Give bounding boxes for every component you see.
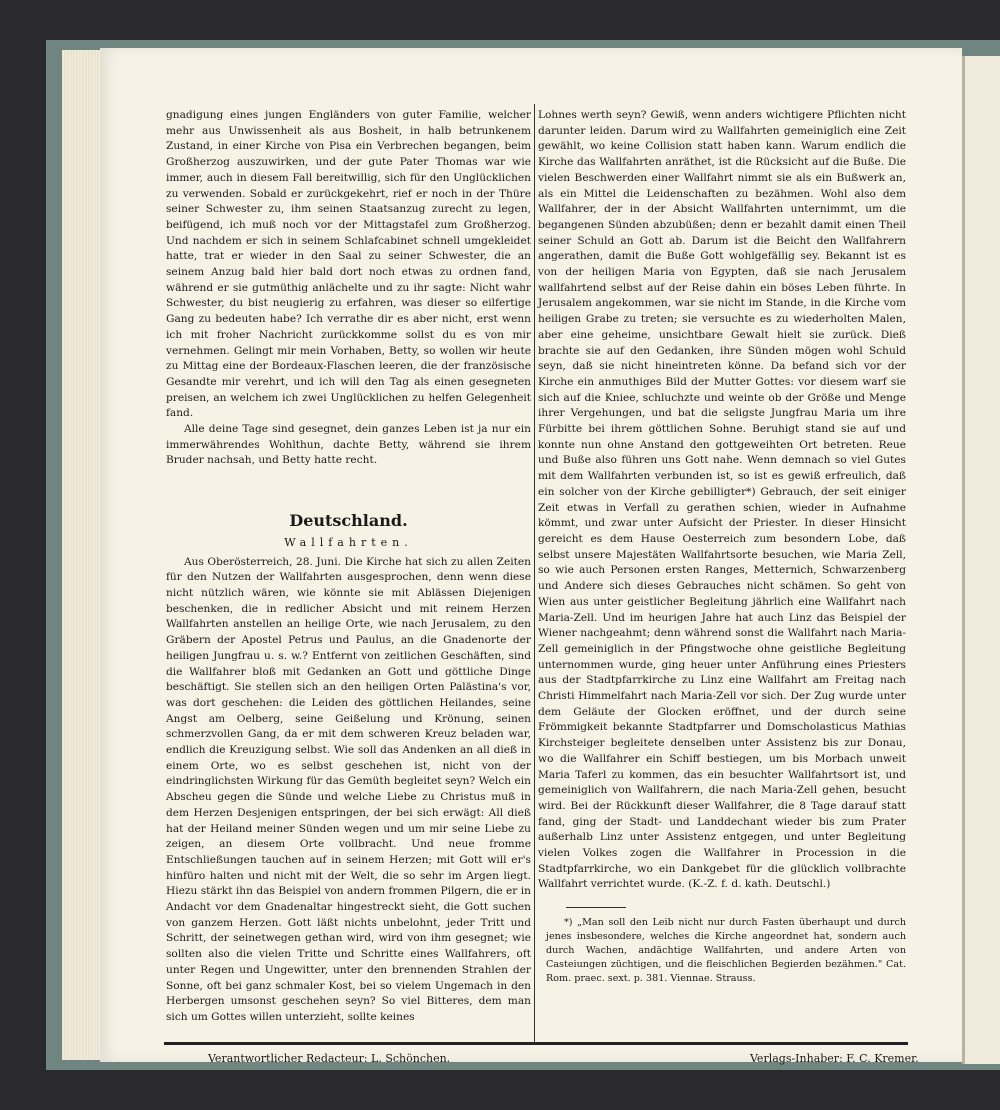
page-edge-stack <box>62 50 100 1060</box>
paragraph: Alle deine Tage sind gesegnet, dein ganzes Leben ist ja nur ein immerwährendes Wohlthun, dachte Betty, während sie ihrem Bruder nachsah, und Betty hatte recht. <box>166 423 531 467</box>
section-title: Deutschland. <box>289 511 408 531</box>
right-column <box>538 108 906 986</box>
footer-rule <box>164 1042 908 1045</box>
footnote: *) „Man soll den Leib nicht nur durch Fasten überhaupt und durch jenes insbesondere, welches die Kirche angeordnet hat, sondern auch durch Wachen, andächtige Wallfahrten, und andere Arten von Casteiungen züchtigen, und die fleischlichen Begierden bezähmen." Cat. Rom. praec. sext. p. 381. Viennae. Strauss. <box>546 917 906 985</box>
article-title: Wallfahrten. <box>284 535 413 549</box>
publisher-line: Verlags-Inhaber: F. C. Kremer. <box>750 1052 919 1065</box>
editor-line: Verantwortlicher Redacteur: L. Schönchen. <box>208 1052 451 1065</box>
left-column <box>166 108 531 1026</box>
column-divider <box>534 104 535 1042</box>
paragraph: gnadigung eines jungen Engländers von guter Familie, welcher mehr aus Unwissenheit als aus Bosheit, in halb betrunkenem Zustand, in einer Kirche von Pisa ein Verbrechen begangen, beim Großherzog auszuwirken, und der gute Pater Thomas war wie immer, auch in diesem Fall bereitwillig, sich für den Unglücklichen zu verwenden. Sobald er zurückgekehrt, rief er noch in der Thüre seiner Schwester zu, ihm seinen Staatsanzug zurecht zu legen, beifügend, ich muß noch vor der Mittagstafel zum Großherzog. Und nachdem er sich in seinem Schlafcabinet schnell umgekleidet hatte, trat er wieder in den Saal zu seiner Schwester, die an seinem Anzug bald hier bald dort noch etwas zu ordnen fand, während er sie gutmüthig anlächelte und zu ihr sagte: Nicht wahr Schwester, du bist neugierig zu erfahren, was dieser so eilfertige Gang zu bedeuten habe? Ich verrathe dir es aber nicht, erst wenn ich mit froher Nachricht zurückkomme sollst du es von mir vernehmen. Gelingt mir mein Vorhaben, Betty, so wollen wir heute zu Mittag eine der Bordeaux-Flaschen leeren, die der französische Gesandte mir verehrt, und ich will den Tag als einen gesegneten preisen, an welchem ich zwei Unglücklichen zu helfen Gelegenheit fand. <box>166 109 531 420</box>
next-page-edge <box>962 56 1000 1064</box>
newspaper-page <box>100 48 962 1065</box>
footnote-rule <box>566 907 626 908</box>
paragraph: Aus Oberösterreich, 28. Juni. Die Kirche hat sich zu allen Zeiten für den Nutzen der Wallfahrten ausgesprochen, denn wenn diese nicht nützlich wären, wie könnte sie mit Ablässen Diejenigen beschenken, die in redlicher Absicht und mit reinem Herzen Wallfahrten anstellen an heilige Orte, wie nach Jerusalem, zu den Gräbern der Apostel Petrus und Paulus, an die Gnadenorte der heiligen Jungfrau u. s. w.? Entfernt von zeitlichen Geschäften, sind die Wallfahrer bloß mit Gedanken an Gott und göttliche Dinge beschäftigt. Sie stellen sich an den heiligen Orten Palästina's vor, was dort geschehen: die Leiden des göttlichen Heilandes, seine Angst am Oelberg, seine Geißelung und Krönung, seinen schmerzvollen Gang, da er mit dem schweren Kreuz beladen war, endlich die Kreuzigung selbst. Wie soll das Andenken an all dieß in einem Orte, wo es selbst geschehen ist, nicht von der eindringlichsten Wirkung für das Gemüth begleitet seyn? Welch ein Abscheu gegen die Sünde und welche Liebe zu Christus muß in dem Herzen Desjenigen entspringen, der bei sich erwägt: All dieß hat der Heiland meiner Sünden wegen und um mir seine Liebe zu zeigen, an diesem Orte vollbracht. Und neue fromme Entschließungen tauchen auf in seinem Herzen; mit Gott will er's hinfüro halten und nicht mit der Welt, die so sehr im Argen liegt. Hiezu stärkt ihn das Beispiel von andern frommen Pilgern, die er in Andacht vor dem Gnadenaltar hingestreckt sieht, die Gott suchen von ganzem Herzen. Gott läßt nichts unbelohnt, jeder Tritt und Schritt, der seinetwegen gethan wird, wird von ihm gesegnet; wie sollten also die vielen Tritte und Schritte eines Wallfahrers, oft unter Regen und Ungewitter, unter den brennenden Strahlen der Sonne, oft bei ganz schmaler Kost, bei so vielem Ungemach in den Herbergen umsonst geschehen seyn? So viel Bitteres, dem man sich um Gottes willen unterzieht, sollte keines <box>166 555 531 1023</box>
paragraph: Lohnes werth seyn? Gewiß, wenn anders wichtigere Pflichten nicht darunter leiden. Darum wird zu Wallfahrten gemeiniglich eine Zeit gewählt, wo keine Collision statt haben kann. Warum endlich die Kirche das Wallfahrten anräthet, ist die Rücksicht auf die Buße. Die vielen Beschwerden einer Wallfahrt nimmt sie als ein Bußwerk an, als ein Mittel die Leidenschaften zu bezähmen. Wohl also dem Wallfahrer, der in der Absicht Wallfahrten unternimmt, um die begangenen Sünden abzubüßen; denn er bezahlt damit einen Theil seiner Schuld an Gott ab. Darum ist die Beicht den Wallfahrern angerathen, damit die Buße Gott wohlgefällig sey. Bekannt ist es von der heiligen Maria von Egypten, daß sie nach Jerusalem wallfahrtend selbst auf der Reise dahin ein böses Leben führte. In Jerusalem angekommen, war sie nicht im Stande, in die Kirche vom heiligen Grabe zu treten; sie versuchte es zu wiederholten Malen, aber eine geheime, unsichtbare Gewalt hielt sie zurück. Dieß brachte sie auf den Gedanken, ihre Sünden mögen wohl Schuld seyn, daß sie nicht hineintreten könne. Da befand sich vor der Kirche ein anmuthiges Bild der Mutter Gottes: vor diesem warf sie sich auf die Kniee, schluchzte und weinte ob der Größe und Menge ihrer Vergehungen, und bat die seligste Jungfrau Maria um ihre Fürbitte bei ihrem göttlichen Sohne. Beruhigt stand sie auf und konnte nun ohne Anstand den gottgeweihten Ort betreten. Reue und Buße also führen uns Gott nahe. Wenn demnach so viel Gutes mit dem Wallfahrten verbunden ist, so ist es gewiß erfreulich, daß ein solcher von der Kirche gebilligter*) Gebrauch, der seit einiger Zeit etwas in Verfall zu gerathen schien, wieder in Aufnahme kömmt, und zwar unter Aufsicht der Priester. In dieser Hinsicht gereicht es dem Hause Oesterreich zum besondern Lobe, daß selbst unsere Majestäten Wallfahrtsorte besuchen, wie Maria Zell, so wie auch Personen ersten Ranges, Metternich, Schwarzenberg und Andere sich dieses Gebrauches nicht schämen. So geht von Wien aus unter geistlicher Begleitung jährlich eine Wallfahrt nach Maria-Zell. Und im heurigen Jahre hat auch Linz das Beispiel der Wiener nachgeahmt; denn während sonst die Wallfahrt nach Maria-Zell gemeiniglich in der Pfingstwoche ohne geistliche Begleitung unternommen wurde, ging heuer unter Anführung eines Priesters aus der Stadtpfarrkirche zu Linz eine Wallfahrt am Freitag nach Christi Himmelfahrt nach Maria-Zell vor sich. Der Zug wurde unter dem Geläute der Glocken eröffnet, und der durch seine Frömmigkeit bekannte Stadtpfarrer und Domscholasticus Mathias Kirchsteiger begleitete denselben unter Assistenz bis zur Donau, wo die Wallfahrer ein Schiff bestiegen, um bis Morbach unweit Maria Taferl zu kommen, das ein besuchter Wallfahrtsort ist, und gemeiniglich von Wallfahrern, die nach Maria-Zell gehen, besucht wird. Bei der Rückkunft dieser Wallfahrer, die 8 Tage darauf statt fand, ging der Stadt- und Landdechant wieder bis zum Prater außerhalb Linz unter Assistenz entgegen, und unter Begleitung vielen Volkes zogen die Wallfahrer in Procession in die Stadtpfarrkirche, wo ein Dankgebet für die glücklich vollbrachte Wallfahrt verrichtet wurde. (K.-Z. f. d. kath. Deutschl.) <box>538 109 906 891</box>
